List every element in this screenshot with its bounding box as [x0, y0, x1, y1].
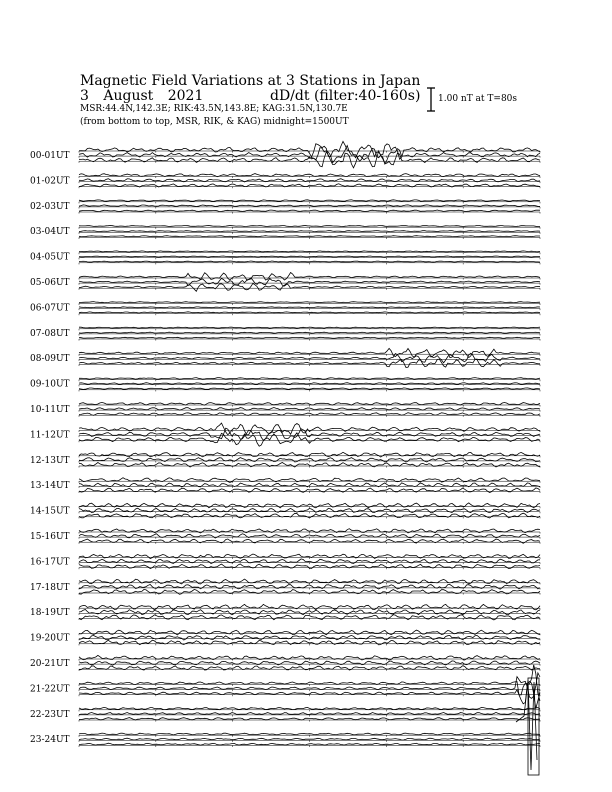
trace-rik [79, 738, 540, 740]
hour-label: 00-01UT [30, 151, 70, 161]
scale-bar-label: 1.00 nT at T=80s [438, 94, 518, 104]
trace-kag [79, 733, 540, 735]
hour-label: 11-12UT [30, 430, 70, 441]
chart-title: Magnetic Field Variations at 3 Stations in Japan [80, 73, 421, 89]
trace-msr [79, 210, 540, 212]
hour-label: 14-15UT [30, 506, 70, 517]
hour-label: 21-22UT [30, 684, 70, 695]
station-coordinates: MSR:44.4N,142.3E; RIK:43.5N,143.8E; KAG:31.5N,130.7E [80, 104, 348, 114]
trace-msr [79, 236, 540, 237]
trace-msr [79, 388, 540, 390]
trace-kag [79, 707, 540, 709]
trace-kag [79, 327, 540, 328]
hour-label: 03-04UT [30, 227, 70, 238]
hour-label: 19-20UT [30, 633, 70, 644]
trace-msr [79, 433, 540, 446]
hour-label: 01-02UT [30, 176, 70, 187]
trace-kag [79, 378, 540, 380]
hour-label: 13-14UT [30, 481, 70, 492]
hour-label: 20-21UT [30, 659, 70, 669]
trace-msr [79, 589, 540, 594]
trace-rik [79, 383, 540, 385]
hour-label: 15-16UT [30, 532, 70, 542]
hour-label: 05-06UT [30, 278, 70, 288]
trace-msr [79, 743, 540, 745]
hour-label: 04-05UT [30, 252, 70, 263]
trace-kag [79, 302, 540, 303]
hour-label: 16-17UT [30, 557, 70, 568]
trace-rik [79, 332, 540, 333]
date-label: 3 August 2021 [80, 88, 204, 104]
trace-kag [79, 251, 540, 252]
hour-label: 08-09UT [30, 354, 70, 365]
hour-label: 10-11UT [30, 405, 70, 415]
trace-kag [79, 200, 540, 202]
trace-rik [79, 635, 540, 640]
trace-msr [79, 337, 540, 338]
trace-rik [79, 205, 540, 207]
trace-msr [79, 539, 540, 543]
filter-label: dD/dt (filter:40-160s) [270, 88, 421, 104]
trace-msr [79, 261, 540, 262]
trace-kag [79, 423, 540, 435]
hour-label: 23-24UT [30, 735, 70, 746]
hour-label: 09-10UT [30, 379, 70, 390]
station-order-note: (from bottom to top, MSR, RIK, & KAG) midnight=1500UT [80, 117, 349, 127]
hour-label: 02-03UT [30, 201, 70, 212]
hour-label: 06-07UT [30, 303, 70, 314]
hour-label: 18-19UT [30, 608, 70, 619]
trace-msr [79, 564, 540, 569]
trace-rik [79, 256, 540, 257]
trace-msr [79, 718, 540, 720]
trace-rik [79, 307, 540, 308]
trace-kag [79, 403, 540, 406]
hour-label: 22-23UT [30, 709, 70, 720]
trace-kag [79, 226, 540, 227]
hour-label: 12-13UT [30, 455, 70, 466]
trace-msr [79, 312, 540, 313]
trace-kag [79, 579, 540, 584]
trace-rik [79, 712, 540, 714]
hour-label: 07-08UT [30, 328, 70, 339]
hour-label: 17-18UT [30, 582, 70, 593]
trace-rik [79, 231, 540, 232]
